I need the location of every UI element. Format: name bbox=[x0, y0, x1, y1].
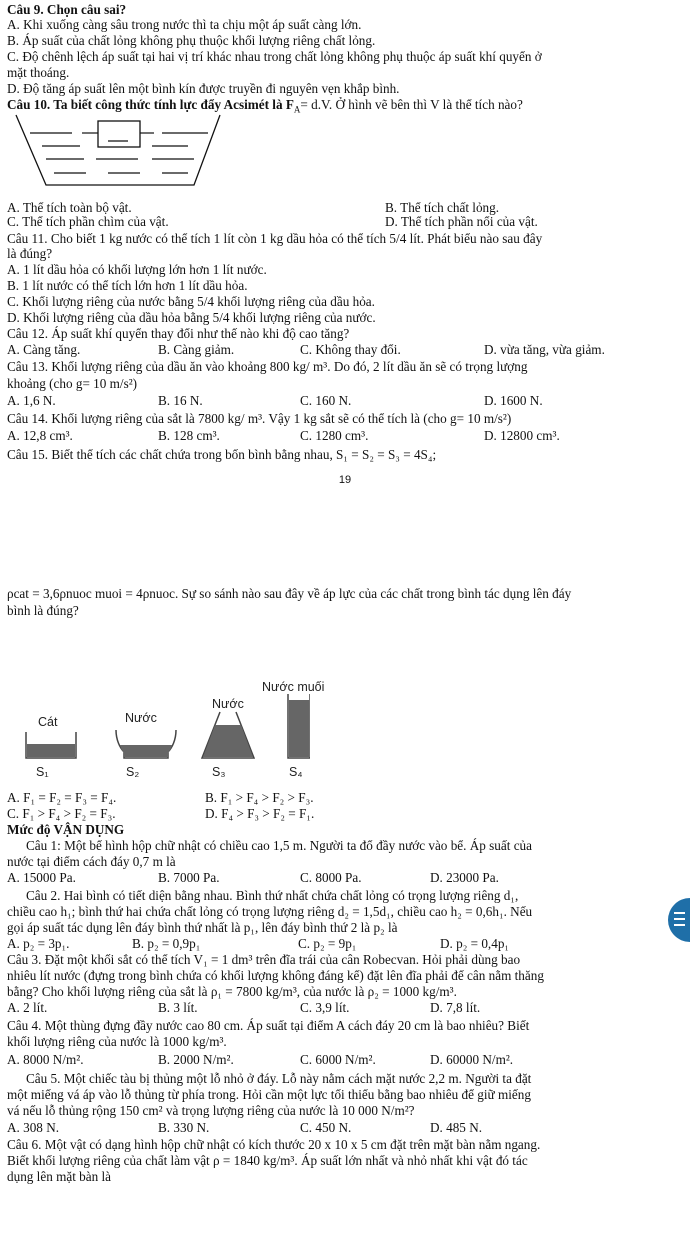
q15-title-line3: bình là đúng? bbox=[7, 603, 79, 618]
q15-option-b: B. F₁ > F₄ > F₂ > F₃. bbox=[205, 790, 314, 805]
q12-option-d: D. vừa tăng, vừa giảm. bbox=[484, 342, 605, 357]
q14-option-c: C. 1280 cm³. bbox=[300, 428, 369, 443]
v4-option-d: D. 60000 N/m². bbox=[430, 1052, 514, 1067]
label-nuoc-s2: Nước bbox=[125, 711, 157, 725]
page-number: 19 bbox=[338, 474, 352, 486]
v2-title-line2: chiều cao h₁; bình thứ hai chứa chất lỏng có trọng lượng riêng d₂ = 1,5d₁, chiều cao h₂ = 0,6h₁. Nếu bbox=[7, 904, 533, 919]
q13-option-d: D. 1600 N. bbox=[484, 393, 543, 408]
v5-option-b: B. 330 N. bbox=[158, 1120, 210, 1135]
v4-option-a: A. 8000 N/m². bbox=[7, 1052, 84, 1067]
water-fill-s2 bbox=[120, 745, 172, 757]
q10-option-d: D. Thể tích phần nổi của vật. bbox=[385, 214, 538, 229]
q11-option-a: A. 1 lít dầu hỏa có khối lượng lớn hơn 1 lít nước. bbox=[7, 262, 267, 277]
v6-title-line3: dụng lên mặt bàn là bbox=[7, 1169, 112, 1184]
v2-option-a: A. p₂ = 3p₁. bbox=[7, 936, 70, 951]
v4-title-line2: khối lượng riêng của nước là 1000 kg/m³. bbox=[7, 1034, 227, 1049]
q10-title: Câu 10. Ta biết công thức tính lực đẩy Acsimét là $F_A= d.V$. Ở hình vẽ bên thì V là thể tích nào? bbox=[7, 97, 523, 115]
q14-option-a: A. 12,8 cm³. bbox=[7, 428, 73, 443]
sand-fill bbox=[27, 744, 75, 757]
v1-option-c: C. 8000 Pa. bbox=[300, 870, 362, 885]
v1-title-line2: nước tại điểm cách đáy 0,7 m là bbox=[7, 854, 176, 869]
v5-title-line1: Câu 5. Một chiếc tàu bị thủng một lỗ nhỏ ở đáy. Lỗ này nằm cách mặt nước 2,2 m. Người ta đặt bbox=[26, 1071, 532, 1086]
q12-title: Câu 12. Áp suất khí quyển thay đổi như thế nào khi độ cao tăng? bbox=[7, 326, 350, 341]
label-cat: Cát bbox=[38, 715, 58, 729]
q10-floating-object-figure bbox=[12, 113, 224, 191]
four-vessels-figure bbox=[20, 692, 310, 762]
q11-option-c: C. Khối lượng riêng của nước bằng 5/4 khối lượng riêng của dầu hỏa. bbox=[7, 294, 375, 309]
q15-title-line2: ρcat = 3,6ρnuoc muoi = 4ρnuoc. Sự so sánh nào sau đây về áp lực của các chất trong bình tác dụng lên đáy bbox=[7, 586, 572, 601]
v5-title-line2: một miếng vá áp vào lỗ thủng từ phía trong. Hỏi cần một lực tối thiểu bằng bao nhiêu để giữ miếng bbox=[7, 1087, 531, 1102]
v3-title-line1: Câu 3. Đặt một khối sắt có thể tích V₁ = 1 dm³ trên đĩa trái của cân Robecvan. Hỏi phải dùng bao bbox=[7, 952, 521, 967]
v5-title-line3: vá nếu lỗ thủng rộng 150 cm² và trọng lượng riêng của nước là 10 000 N/m²? bbox=[7, 1103, 415, 1118]
label-nuoc-muoi: Nước muối bbox=[262, 680, 325, 694]
q12-option-a: A. Càng tăng. bbox=[7, 342, 81, 357]
q11-option-d: D. Khối lượng riêng của dầu hỏa bằng 5/4 khối lượng riêng của nước. bbox=[7, 310, 376, 325]
q14-title: Câu 14. Khối lượng riêng của sắt là 7800 kg/ m³. Vậy 1 kg sắt sẽ có thể tích là (cho g= 10 m/s²) bbox=[7, 411, 512, 426]
q9-title: Câu 9. Chọn câu sai? bbox=[7, 2, 127, 17]
q15-title-line1: Câu 15. Biết thể tích các chất chứa trong bốn bình bằng nhau, S₁ = S₂ = S₃ = 4S₄; bbox=[7, 447, 437, 462]
label-s1: S₁ bbox=[36, 765, 49, 779]
q13-title-line2: khoảng (cho g= 10 m/s²) bbox=[7, 376, 138, 391]
q15-option-a: A. F₁ = F₂ = F₃ = F₄. bbox=[7, 790, 117, 805]
v3-option-c: C. 3,9 lít. bbox=[300, 1000, 350, 1015]
v6-title-line1: Câu 6. Một vật có dạng hình hộp chữ nhật có kích thước 20 x 10 x 5 cm đặt trên mặt bàn nằm ngang. bbox=[7, 1137, 541, 1152]
q13-option-b: B. 16 N. bbox=[158, 393, 203, 408]
q13-option-a: A. 1,6 N. bbox=[7, 393, 56, 408]
v1-option-b: B. 7000 Pa. bbox=[158, 870, 220, 885]
water-fill-s3 bbox=[203, 725, 253, 757]
q11-option-b: B. 1 lít nước có thể tích lớn hơn 1 lít dầu hỏa. bbox=[7, 278, 248, 293]
salt-water-fill bbox=[289, 700, 309, 757]
v5-option-a: A. 308 N. bbox=[7, 1120, 60, 1135]
v1-title-line1: Câu 1: Một bể hình hộp chữ nhật có chiều cao 1,5 m. Người ta đổ đầy nước vào bể. Áp suất của bbox=[26, 838, 532, 853]
section-heading: Mức độ VẬN DỤNG bbox=[7, 822, 125, 837]
q10-option-b: B. Thể tích chất lỏng. bbox=[385, 200, 500, 215]
q15-option-d: D. F₄ > F₃ > F₂ = F₁. bbox=[205, 806, 315, 821]
v4-option-b: B. 2000 N/m². bbox=[158, 1052, 234, 1067]
v4-title-line1: Câu 4. Một thùng đựng đầy nước cao 80 cm. Áp suất tại điểm A cách đáy 20 cm là bao nhiêu? Biết bbox=[7, 1018, 530, 1033]
v1-option-d: D. 23000 Pa. bbox=[430, 870, 499, 885]
q9-option-c-line2: mặt thoáng. bbox=[7, 65, 70, 80]
q11-title-line1: Câu 11. Cho biết 1 kg nước có thể tích 1 lít còn 1 kg dầu hỏa có thể tích 5/4 lít. Phát biểu nào sau đây bbox=[7, 231, 543, 246]
v1-option-a: A. 15000 Pa. bbox=[7, 870, 76, 885]
label-s4: S₄ bbox=[289, 765, 303, 779]
menu-icon bbox=[674, 912, 685, 914]
v2-title-line3: gọi áp suất tác dụng lên đáy bình thứ nhất là p₁, lên đáy bình thứ 2 là p₂ là bbox=[7, 920, 398, 935]
q9-option-b: B. Áp suất của chất lỏng không phụ thuộc khối lượng riêng chất lỏng. bbox=[7, 33, 376, 48]
label-s2: S₂ bbox=[126, 765, 140, 779]
v2-option-c: C. p₂ = 9p₁ bbox=[298, 936, 357, 951]
v6-title-line2: Biết khối lượng riêng của chất làm vật ρ = 1840 kg/m³. Áp suất lớn nhất và nhỏ nhất khi vật đó tác bbox=[7, 1153, 528, 1168]
v2-option-d: D. p₂ = 0,4p₁ bbox=[440, 936, 510, 951]
v4-option-c: C. 6000 N/m². bbox=[300, 1052, 376, 1067]
v2-option-b: B. p₂ = 0,9p₁ bbox=[132, 936, 201, 951]
q10-option-a: A. Thể tích toàn bộ vật. bbox=[7, 200, 132, 215]
q14-option-d: D. 12800 cm³. bbox=[484, 428, 560, 443]
q13-option-c: C. 160 N. bbox=[300, 393, 352, 408]
q10-option-c: C. Thể tích phần chìm của vật. bbox=[7, 214, 169, 229]
q9-option-a: A. Khi xuống càng sâu trong nước thì ta chịu một áp suất càng lớn. bbox=[7, 17, 362, 32]
q9-option-c-line1: C. Độ chênh lệch áp suất tại hai vị trí khác nhau trong chất lỏng không phụ thuộc áp suất khí quyển ở bbox=[7, 49, 542, 64]
v5-option-c: C. 450 N. bbox=[300, 1120, 352, 1135]
q13-title-line1: Câu 13. Khối lượng riêng của dầu ăn vào khoảng 800 kg/ m³. Do đó, 2 lít dầu ăn sẽ có trọng lượng bbox=[7, 359, 528, 374]
v2-title-line1: Câu 2. Hai bình có tiết diện bằng nhau. Bình thứ nhất chứa chất lỏng có trọng lượng riêng d₁, bbox=[26, 888, 519, 903]
v3-option-d: D. 7,8 lít. bbox=[430, 1000, 481, 1015]
q15-option-c: C. F₁ > F₄ > F₂ = F₃. bbox=[7, 806, 116, 821]
q12-option-c: C. Không thay đổi. bbox=[300, 342, 401, 357]
v5-option-d: D. 485 N. bbox=[430, 1120, 483, 1135]
label-s3: S₃ bbox=[212, 765, 226, 779]
q14-option-b: B. 128 cm³. bbox=[158, 428, 220, 443]
v3-option-a: A. 2 lít. bbox=[7, 1000, 48, 1015]
v3-option-b: B. 3 lít. bbox=[158, 1000, 198, 1015]
q9-option-d: D. Độ tăng áp suất lên một bình kín được truyền đi nguyên vẹn khắp bình. bbox=[7, 81, 400, 96]
v3-title-line3: bằng? Cho khối lượng riêng của sắt là ρ₁ = 7800 kg/m³, của nước là ρ₂ = 1000 kg/m³. bbox=[7, 984, 457, 999]
q12-option-b: B. Càng giảm. bbox=[158, 342, 235, 357]
label-nuoc-s3: Nước bbox=[212, 697, 244, 711]
v3-title-line2: nhiêu lít nước (đựng trong bình chứa có khối lượng không đáng kể) đặt lên đĩa phải để cân nằm thăng bbox=[7, 968, 544, 983]
q11-title-line2: là đúng? bbox=[7, 246, 53, 261]
